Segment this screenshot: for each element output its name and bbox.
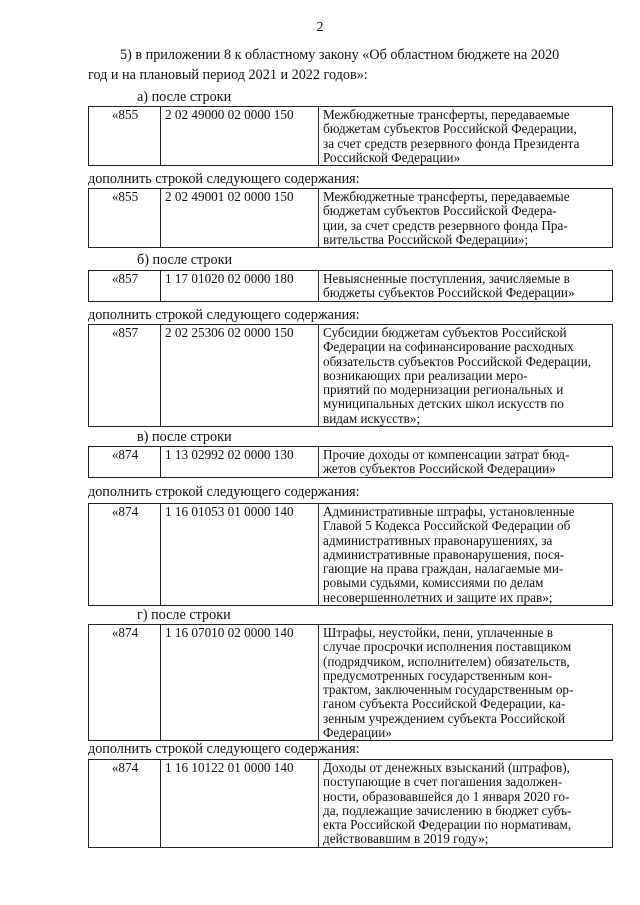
label-add-3: дополнить строкой следующего содержания: — [88, 484, 360, 500]
label-b: б) после строки — [137, 252, 233, 268]
description — [319, 189, 613, 248]
desc-line: видам искусств»; — [323, 410, 421, 426]
label-a: а) после строки — [137, 89, 232, 105]
admin-code: «855 — [89, 107, 161, 166]
desc-line: бюджетам субъектов Российской Федера- — [323, 203, 557, 219]
desc-line: возникающих при реализации меро- — [323, 367, 528, 383]
desc-line: приятий по модернизации региональных и — [323, 382, 564, 398]
label-g: г) после строки — [137, 607, 231, 623]
desc-line: жетов субъектов Российской Федерации» — [323, 461, 556, 477]
desc-line: за счет средств резервного фонда Президента — [323, 135, 580, 151]
kbk-code: 1 13 02992 02 0000 130 — [161, 447, 319, 478]
desc-line: Федерации» — [323, 725, 392, 741]
desc-line: Российской Федерации» — [323, 149, 461, 165]
desc-line: екта Российской Федерации по нормативам, — [323, 817, 572, 833]
desc-line: Штрафы, неустойки, пени, уплаченные в — [323, 625, 554, 640]
desc-line: поступающие в счет погашения задолжен- — [323, 774, 563, 790]
desc-line: обязательств субъектов Российской Федерации, — [323, 353, 592, 369]
description — [319, 760, 613, 848]
desc-line: Межбюджетные трансферты, передаваемые — [323, 107, 570, 122]
description — [319, 447, 613, 478]
desc-line: Межбюджетные трансферты, передаваемые — [323, 189, 570, 204]
budget-row-8 — [88, 759, 613, 848]
desc-line: Невыясненные поступления, зачисляемые в — [323, 271, 570, 286]
kbk-code: 2 02 49001 02 0000 150 — [161, 189, 319, 248]
kbk-code: 2 02 49000 02 0000 150 — [161, 107, 319, 166]
description — [319, 271, 613, 302]
description — [319, 625, 613, 741]
desc-line: (подрядчиком, исполнителем) обязательств, — [323, 653, 570, 669]
description — [319, 107, 613, 166]
desc-line: Субсидии бюджетам субъектов Российской — [323, 325, 567, 340]
description — [319, 504, 613, 606]
admin-code: «874 — [89, 504, 161, 606]
kbk-code: 1 17 01020 02 0000 180 — [161, 271, 319, 302]
desc-line: Административные штрафы, установленные — [323, 504, 575, 519]
admin-code: «857 — [89, 271, 161, 302]
kbk-code: 1 16 07010 02 0000 140 — [161, 625, 319, 741]
intro-line-2: год и на плановый период 2021 и 2022 годов»: — [88, 67, 368, 83]
desc-line: ровыми судьями, комиссиями по делам — [323, 575, 544, 591]
desc-line: административные правонарушения, пося- — [323, 546, 565, 562]
budget-row-5 — [88, 446, 613, 478]
label-add-2: дополнить строкой следующего содержания: — [88, 307, 360, 323]
desc-line: административных правонарушениях, за — [323, 532, 553, 548]
budget-row-3 — [88, 270, 613, 302]
desc-line: несовершеннолетних и защите их прав»; — [323, 589, 553, 605]
kbk-code: 1 16 10122 01 0000 140 — [161, 760, 319, 848]
desc-line: действовавшим в 2019 году»; — [323, 831, 489, 847]
budget-row-1 — [88, 106, 613, 166]
page-number: 2 — [316, 20, 324, 35]
kbk-code: 2 02 25306 02 0000 150 — [161, 325, 319, 427]
desc-line: зенным учреждением субъекта Российской — [323, 710, 566, 726]
description — [319, 325, 613, 427]
desc-line: ции, за счет средств резервного фонда Пра- — [323, 217, 568, 233]
budget-row-6 — [88, 503, 613, 606]
label-v: в) после строки — [137, 429, 232, 445]
desc-line: Федерации на софинансирование расходных — [323, 339, 574, 355]
intro-line-1: 5) в приложении 8 к областному закону «Об областном бюджете на 2020 — [120, 47, 560, 63]
desc-line: да, подлежащие зачислению в бюджет субъ- — [323, 802, 572, 818]
budget-row-7 — [88, 624, 613, 741]
desc-line: гающие на права граждан, налагаемые ми- — [323, 561, 564, 577]
desc-line: бюджеты субъектов Российской Федерации» — [323, 285, 575, 301]
desc-line: Прочие доходы от компенсации затрат бюд- — [323, 447, 570, 462]
kbk-code: 1 16 01053 01 0000 140 — [161, 504, 319, 606]
desc-line: предусмотренных государственным кон- — [323, 667, 553, 683]
budget-row-2 — [88, 188, 613, 248]
label-add-1: дополнить строкой следующего содержания: — [88, 171, 360, 187]
desc-line: вительства Российской Федерации»; — [323, 231, 529, 247]
admin-code: «874 — [89, 625, 161, 741]
admin-code: «855 — [89, 189, 161, 248]
desc-line: случае просрочки исполнения поставщиком — [323, 639, 572, 655]
desc-line: Доходы от денежных взысканий (штрафов), — [323, 760, 570, 775]
admin-code: «874 — [89, 760, 161, 848]
desc-line: бюджетам субъектов Российской Федерации, — [323, 121, 577, 137]
desc-line: Главой 5 Кодекса Российской Федерации об — [323, 518, 571, 534]
desc-line: ганом субъекта Российской Федерации, ка- — [323, 696, 566, 712]
budget-row-4 — [88, 324, 613, 427]
desc-line: трактом, заключенным государственным ор- — [323, 682, 574, 698]
label-add-4: дополнить строкой следующего содержания: — [88, 741, 360, 757]
desc-line: муниципальных детских школ искусств по — [323, 396, 564, 412]
admin-code: «874 — [89, 447, 161, 478]
admin-code: «857 — [89, 325, 161, 427]
desc-line: ности, образовавшейся до 1 января 2020 го- — [323, 788, 570, 804]
